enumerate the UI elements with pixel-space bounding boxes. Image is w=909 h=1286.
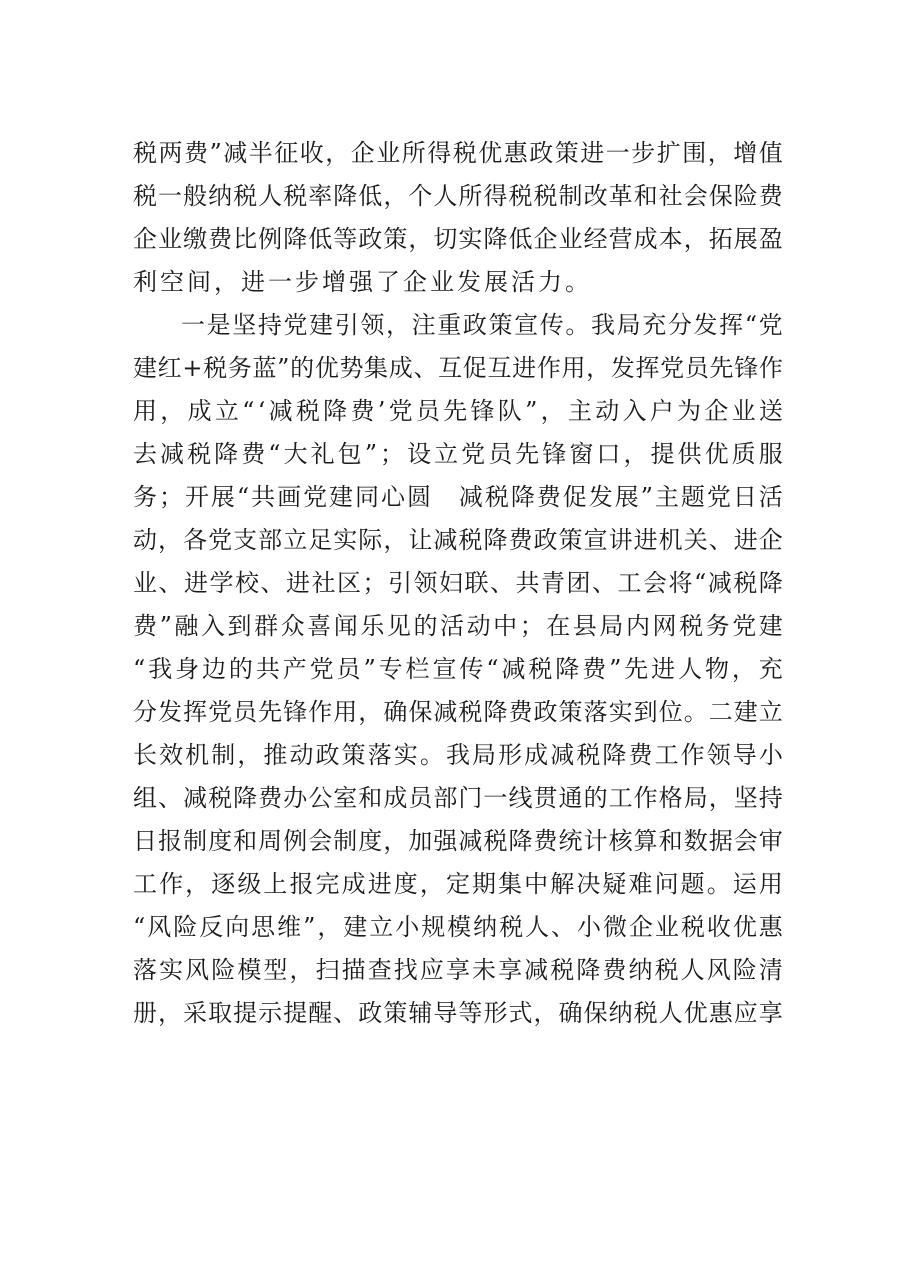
text-line: 业 、 进 学 校 、 进 社 区 ； 引 领 妇 联 、 共 青 团 、 工 会 将 “ 减 税 降 [133,569,783,597]
text-line: 动 ， 各 党 支 部 立 足 实 际 ， 让 减 税 降 费 政 策 宣 讲 进 机 关 、 进 企 [133,526,783,554]
text-line: 长 效 机 制 ， 推 动 政 策 落 实 。 我 局 形 成 减 税 降 费 工 作 领 导 小 [133,741,783,769]
text-line: 费 ” 融 入 到 群 众 喜 闻 乐 见 的 活 动 中 ； 在 县 局 内 网 税 务 党 建 [133,612,783,640]
text-line: 用 ， 成 立 “ ‘ 减 税 降 费 ’ 党 员 先 锋 队 ” ， 主 动 入 户 为 企 业 送 [133,397,783,425]
text-line: 落 实 风 险 模 型 ， 扫 描 查 找 应 享 未 享 减 税 降 费 纳 税 人 风 险 清 [133,956,783,984]
paragraph-first-line: 一 是 坚 持 党 建 引 领 ， 注 重 政 策 宣 传 。 我 局 充 分 发 挥 “ 党 [181,311,783,339]
text-line: 日 报 制 度 和 周 例 会 制 度 ， 加 强 减 税 降 费 统 计 核 算 和 数 据 会 审 [133,827,783,855]
text-line: 利空间，进一步增强了企业发展活力。 [133,268,592,296]
text-line: 组 、 减 税 降 费 办 公 室 和 成 员 部 门 一 线 贯 通 的 工 作 格 局 ， 坚 持 [133,784,783,812]
text-line: 册 ， 采 取 提 示 提 醒 、 政 策 辅 导 等 形 式 ， 确 保 纳 税 人 优 惠 应 享 [133,999,783,1027]
text-line: 工 作 ， 逐 级 上 报 完 成 进 度 ， 定 期 集 中 解 决 疑 难 问 题 。 运 用 [133,870,783,898]
text-line: 税 一 般 纳 税 人 税 率 降 低 ， 个 人 所 得 税 税 制 改 革 和 社 会 保 险 费 [133,182,783,210]
text-line: 去 减 税 降 费 “ 大 礼 包 ” ； 设 立 党 员 先 锋 窗 口 ， 提 供 优 质 服 [133,440,783,468]
text-line: 企 业 缴 费 比 例 降 低 等 政 策 ， 切 实 降 低 企 业 经 营 成 本 ， 拓 展 盈 [133,225,783,253]
text-line: 分 发 挥 党 员 先 锋 作 用 ， 确 保 减 税 降 费 政 策 落 实 到 位 。 二 建 立 [133,698,783,726]
text-line: 税 两 费 ” 减 半 征 收 ， 企 业 所 得 税 优 惠 政 策 进 一 步 扩 围 ， 增 值 [133,139,783,167]
text-line: 务 ； 开 展 “ 共 画 党 建 同 心 圆 减 税 降 费 促 发 展 ” 主 题 党 日 活 [133,483,783,511]
text-line: “ 我 身 边 的 共 产 党 员 ” 专 栏 宣 传 “ 减 税 降 费 ” 先 进 人 物 ， 充 [133,655,783,683]
text-line: “ 风 险 反 向 思 维 ” ， 建 立 小 规 模 纳 税 人 、 小 微 企 业 税 收 优 惠 [133,913,783,941]
text-line: 建 红 + 税 务 蓝 ” 的 优 势 集 成 、 互 促 互 进 作 用 ， 发 挥 党 员 先 锋 作 [133,354,783,382]
